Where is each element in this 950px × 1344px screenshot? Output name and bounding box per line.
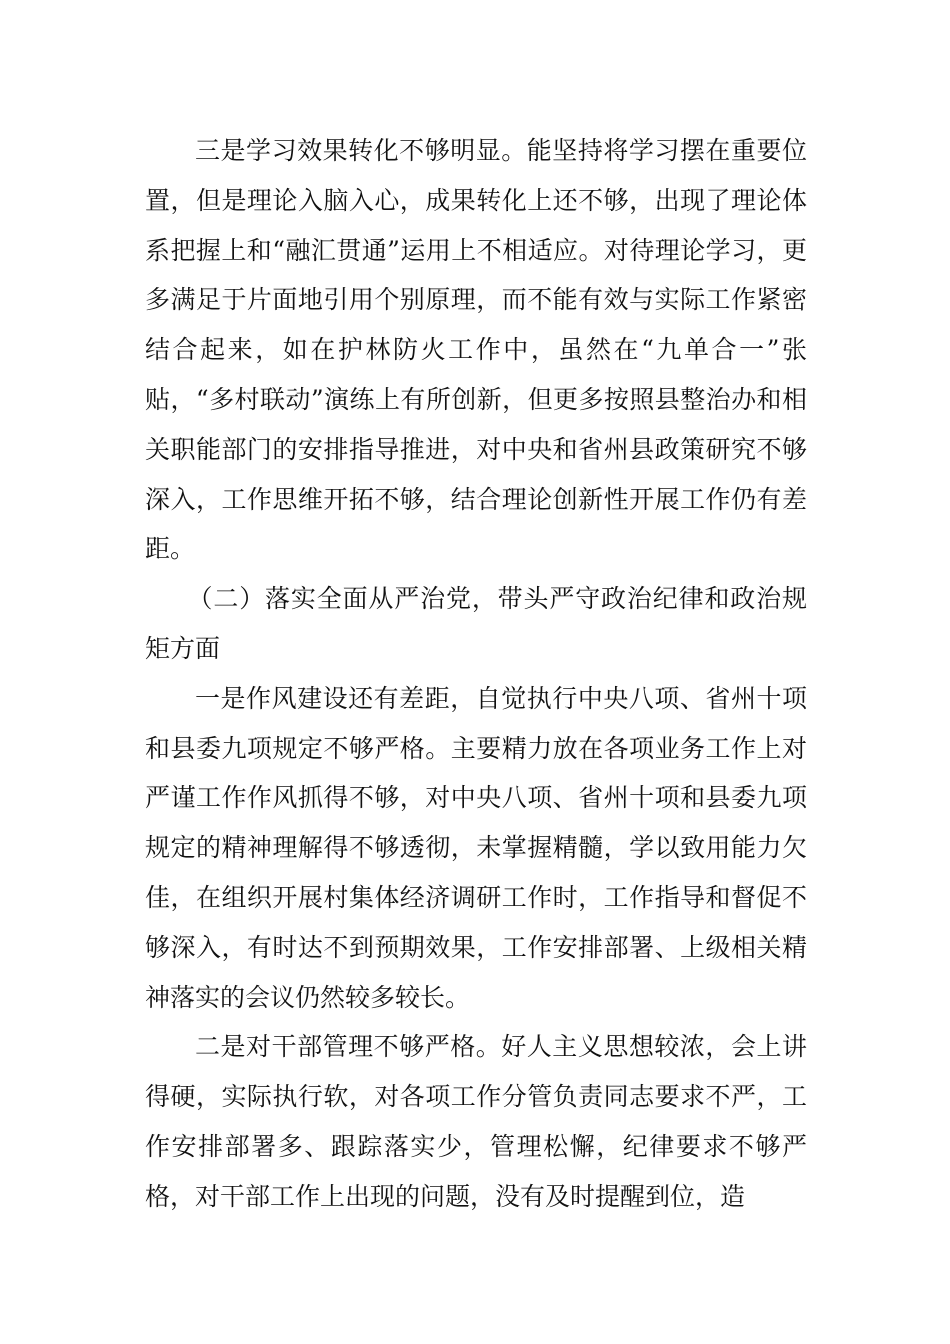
paragraph-cadre-management: 二是对干部管理不够严格。好人主义思想较浓，会上讲得硬，实际执行软，对各项工作分管负责同志要求不严，工作安排部署多、跟踪落实少，管理松懈，纪律要求不够严格，对干部工作上出现的问题，没有及时提醒到位，造	[145, 1032, 807, 1211]
document-body	[145, 126, 807, 1222]
section-heading-party-discipline: （二）落实全面从严治党，带头严守政治纪律和政治规矩方面	[145, 584, 807, 663]
paragraph-study-effect: 三是学习效果转化不够明显。能坚持将学习摆在重要位置，但是理论入脑入心，成果转化上还不够，出现了理论体系把握上和“融汇贯通”运用上不相适应。对待理论学习，更多满足于片面地引用个别原理，而不能有效与实际工作紧密结合起来，如在护林防火工作中，虽然在“九单合一”张贴，“多村联动”演练上有所创新，但更多按照县整治办和相关职能部门的安排指导推进，对中央和省州县政策研究不够深入，工作思维开拓不够，结合理论创新性开展工作仍有差距。	[145, 136, 807, 564]
paragraph-work-style: 一是作风建设还有差距，自觉执行中央八项、省州十项和县委九项规定不够严格。主要精力放在各项业务工作上对严谨工作作风抓得不够，对中央八项、省州十项和县委九项规定的精神理解得不够透彻，未掌握精髓，学以致用能力欠佳，在组织开展村集体经济调研工作时，工作指导和督促不够深入，有时达不到预期效果，工作安排部署、上级相关精神落实的会议仍然较多较长。	[145, 683, 807, 1012]
